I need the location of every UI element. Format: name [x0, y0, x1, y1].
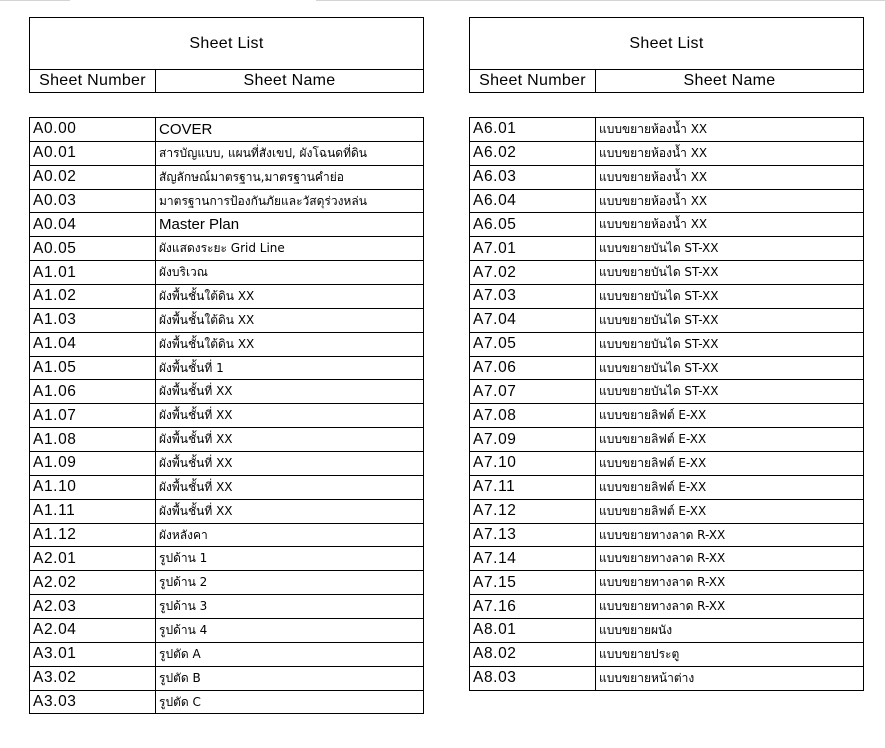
sheet-name-cell[interactable]: แบบขยายทางลาด R-XX — [596, 571, 864, 595]
sheet-number-cell[interactable]: A3.03 — [30, 690, 156, 714]
sheet-row[interactable] — [30, 642, 424, 666]
sheet-name-cell[interactable]: แบบขยายลิฟต์ E-XX — [596, 428, 864, 452]
sheet-number-cell[interactable]: A8.03 — [470, 666, 596, 690]
sheet-name-cell[interactable]: ผังพื้นชั้นใต้ดิน XX — [156, 332, 424, 356]
sheet-list-right — [469, 17, 863, 691]
sheet-name-cell[interactable]: รูปตัด B — [156, 666, 424, 690]
sheet-number-cell[interactable]: A6.02 — [470, 141, 596, 165]
sheet-number-cell[interactable]: A2.02 — [30, 571, 156, 595]
sheet-name-cell[interactable]: สารบัญแบบ, แผนที่สังเขป, ผังโฉนดที่ดิน — [156, 141, 424, 165]
sheet-name-cell[interactable]: ผังพื้นชั้นที่ XX — [156, 452, 424, 476]
sheet-row[interactable] — [470, 285, 864, 309]
sheet-list-body-table — [29, 117, 424, 714]
column-header-sheet-number[interactable]: Sheet Number — [30, 70, 156, 93]
sheet-name-cell[interactable]: ผังพื้นชั้นที่ 1 — [156, 356, 424, 380]
sheet-name-cell[interactable]: แบบขยายบันได ST-XX — [596, 261, 864, 285]
column-header-sheet-number[interactable]: Sheet Number — [470, 70, 596, 93]
sheet-row[interactable] — [470, 666, 864, 690]
sheet-name-cell[interactable]: แบบขยายห้องน้ำ XX — [596, 141, 864, 165]
column-header-sheet-name[interactable]: Sheet Name — [596, 70, 864, 93]
sheet-name-cell[interactable]: ผังพื้นชั้นที่ XX — [156, 499, 424, 523]
sheet-row[interactable] — [30, 285, 424, 309]
sheet-number-cell[interactable]: A2.01 — [30, 547, 156, 571]
sheet-number-cell[interactable]: A2.04 — [30, 619, 156, 643]
sheet-row[interactable] — [470, 547, 864, 571]
sheet-row[interactable] — [30, 356, 424, 380]
sheet-name-cell[interactable]: แบบขยายทางลาด R-XX — [596, 547, 864, 571]
sheet-number-cell[interactable]: A1.01 — [30, 261, 156, 285]
sheet-name-cell[interactable]: Master Plan — [156, 213, 424, 237]
sheet-row[interactable] — [470, 356, 864, 380]
sheet-number-cell[interactable]: A7.07 — [470, 380, 596, 404]
sheet-number-cell[interactable]: A7.15 — [470, 571, 596, 595]
sheet-number-cell[interactable]: A7.02 — [470, 261, 596, 285]
sheet-row[interactable] — [30, 499, 424, 523]
sheet-number-cell[interactable]: A1.12 — [30, 523, 156, 547]
sheet-name-cell[interactable]: แบบขยายลิฟต์ E-XX — [596, 404, 864, 428]
sheet-row[interactable] — [30, 428, 424, 452]
sheet-row[interactable] — [30, 237, 424, 261]
sheet-row[interactable] — [470, 380, 864, 404]
sheet-row[interactable] — [470, 452, 864, 476]
sheet-row[interactable] — [470, 595, 864, 619]
sheet-row[interactable] — [30, 452, 424, 476]
sheet-name-cell[interactable]: แบบขยายห้องน้ำ XX — [596, 189, 864, 213]
sheet-row[interactable] — [30, 619, 424, 643]
sheet-row[interactable] — [30, 475, 424, 499]
sheet-number-cell[interactable]: A0.03 — [30, 189, 156, 213]
sheet-number-cell[interactable]: A8.01 — [470, 619, 596, 643]
sheet-number-cell[interactable]: A1.08 — [30, 428, 156, 452]
sheet-name-cell[interactable]: แบบขยายบันได ST-XX — [596, 332, 864, 356]
sheet-number-cell[interactable]: A3.01 — [30, 642, 156, 666]
sheet-name-cell[interactable]: แบบขยายบันได ST-XX — [596, 356, 864, 380]
sheet-number-cell[interactable]: A1.03 — [30, 308, 156, 332]
sheet-name-cell[interactable]: แบบขยายลิฟต์ E-XX — [596, 475, 864, 499]
sheet-name-cell[interactable]: รูปด้าน 2 — [156, 571, 424, 595]
sheet-number-cell[interactable]: A1.11 — [30, 499, 156, 523]
sheet-row[interactable] — [30, 690, 424, 714]
sheet-number-cell[interactable]: A7.16 — [470, 595, 596, 619]
sheet-row[interactable] — [470, 404, 864, 428]
sheet-number-cell[interactable]: A6.01 — [470, 118, 596, 142]
sheet-name-cell[interactable]: รูปด้าน 3 — [156, 595, 424, 619]
sheet-list-rows — [470, 118, 864, 691]
sheet-row[interactable] — [470, 332, 864, 356]
sheet-number-cell[interactable]: A0.00 — [30, 118, 156, 142]
sheet-name-cell[interactable]: แบบขยายทางลาด R-XX — [596, 523, 864, 547]
sheet-row[interactable] — [470, 189, 864, 213]
sheet-name-cell[interactable]: ผังพื้นชั้นใต้ดิน XX — [156, 308, 424, 332]
sheet-list-title: Sheet List — [470, 18, 864, 70]
sheet-number-cell[interactable]: A1.09 — [30, 452, 156, 476]
sheet-row[interactable] — [470, 475, 864, 499]
sheet-name-cell[interactable]: แบบขยายหน้าต่าง — [596, 666, 864, 690]
sheet-number-cell[interactable]: A7.11 — [470, 475, 596, 499]
column-header-sheet-name[interactable]: Sheet Name — [156, 70, 424, 93]
sheet-name-cell[interactable]: แบบขยายผนัง — [596, 619, 864, 643]
sheet-row[interactable] — [30, 308, 424, 332]
sheet-number-cell[interactable]: A1.04 — [30, 332, 156, 356]
sheet-name-cell[interactable]: ผังพื้นชั้นที่ XX — [156, 475, 424, 499]
sheet-name-cell[interactable]: สัญลักษณ์มาตรฐาน,มาตรฐานคำย่อ — [156, 165, 424, 189]
sheet-number-cell[interactable]: A7.08 — [470, 404, 596, 428]
sheet-number-cell[interactable]: A1.05 — [30, 356, 156, 380]
sheet-name-cell[interactable]: ผังพื้นชั้นที่ XX — [156, 404, 424, 428]
sheet-number-cell[interactable]: A7.01 — [470, 237, 596, 261]
sheet-number-cell[interactable]: A0.01 — [30, 141, 156, 165]
sheet-row[interactable] — [30, 523, 424, 547]
sheet-row[interactable] — [30, 571, 424, 595]
sheet-row[interactable] — [30, 165, 424, 189]
sheet-number-cell[interactable]: A7.06 — [470, 356, 596, 380]
sheet-row[interactable] — [470, 619, 864, 643]
sheet-row[interactable] — [30, 118, 424, 142]
sheet-row[interactable] — [470, 428, 864, 452]
sheet-name-cell[interactable]: ผังพื้นชั้นที่ XX — [156, 428, 424, 452]
sheet-number-cell[interactable]: A7.13 — [470, 523, 596, 547]
sheet-number-cell[interactable]: A7.10 — [470, 452, 596, 476]
sheet-number-cell[interactable]: A1.06 — [30, 380, 156, 404]
sheet-number-cell[interactable]: A3.02 — [30, 666, 156, 690]
sheet-name-cell[interactable]: แบบขยายบันได ST-XX — [596, 308, 864, 332]
sheet-number-cell[interactable]: A6.03 — [470, 165, 596, 189]
sheet-row[interactable] — [470, 118, 864, 142]
sheet-row[interactable] — [30, 404, 424, 428]
sheet-name-cell[interactable]: แบบขยายห้องน้ำ XX — [596, 165, 864, 189]
sheet-row[interactable] — [30, 332, 424, 356]
sheet-row[interactable] — [470, 308, 864, 332]
sheet-number-cell[interactable]: A0.05 — [30, 237, 156, 261]
sheet-row[interactable] — [30, 189, 424, 213]
sheet-name-cell[interactable]: มาตรฐานการป้องกันภัยและวัสดุร่วงหล่น — [156, 189, 424, 213]
sheet-number-cell[interactable]: A8.02 — [470, 642, 596, 666]
sheet-number-cell[interactable]: A7.14 — [470, 547, 596, 571]
sheet-list-rows — [30, 118, 424, 714]
sheet-row[interactable] — [30, 380, 424, 404]
sheet-name-cell[interactable]: ผังแสดงระยะ Grid Line — [156, 237, 424, 261]
sheet-name-cell[interactable]: แบบขยายลิฟต์ E-XX — [596, 499, 864, 523]
sheet-number-cell[interactable]: A7.04 — [470, 308, 596, 332]
sheet-number-cell[interactable]: A2.03 — [30, 595, 156, 619]
sheet-row[interactable] — [470, 523, 864, 547]
sheet-row[interactable] — [470, 141, 864, 165]
sheet-name-cell[interactable]: ผังหลังคา — [156, 523, 424, 547]
sheet-number-cell[interactable]: A6.04 — [470, 189, 596, 213]
sheet-row[interactable] — [30, 595, 424, 619]
sheet-name-cell[interactable]: ผังพื้นชั้นที่ XX — [156, 380, 424, 404]
sheet-row[interactable] — [470, 165, 864, 189]
sheet-name-cell[interactable]: รูปด้าน 1 — [156, 547, 424, 571]
sheet-name-cell[interactable]: แบบขยายห้องน้ำ XX — [596, 118, 864, 142]
sheet-list-body-table — [469, 117, 864, 691]
sheet-name-cell[interactable]: แบบขยายบันได ST-XX — [596, 380, 864, 404]
sheet-name-cell[interactable]: แบบขยายประตู — [596, 642, 864, 666]
sheet-number-cell[interactable]: A0.02 — [30, 165, 156, 189]
sheet-number-cell[interactable]: A6.05 — [470, 213, 596, 237]
sheet-name-cell[interactable]: รูปด้าน 4 — [156, 619, 424, 643]
sheet-row[interactable] — [30, 666, 424, 690]
sheet-row[interactable] — [470, 499, 864, 523]
top-divider — [0, 0, 70, 1]
sheet-name-cell[interactable]: แบบขยายบันได ST-XX — [596, 237, 864, 261]
sheet-name-cell[interactable]: แบบขยายบันได ST-XX — [596, 285, 864, 309]
sheet-number-cell[interactable]: A1.07 — [30, 404, 156, 428]
sheet-number-cell[interactable]: A1.10 — [30, 475, 156, 499]
top-divider — [316, 0, 885, 1]
sheet-list-left — [29, 17, 423, 714]
sheet-row[interactable] — [470, 213, 864, 237]
sheet-name-cell[interactable]: ผังบริเวณ — [156, 261, 424, 285]
sheet-list-title: Sheet List — [30, 18, 424, 70]
sheet-name-cell[interactable]: ผังพื้นชั้นใต้ดิน XX — [156, 285, 424, 309]
sheet-name-cell[interactable]: แบบขยายทางลาด R-XX — [596, 595, 864, 619]
sheet-name-cell[interactable]: รูปตัด C — [156, 690, 424, 714]
sheet-name-cell[interactable]: รูปตัด A — [156, 642, 424, 666]
sheet-row[interactable] — [30, 261, 424, 285]
sheet-name-cell[interactable]: แบบขยายลิฟต์ E-XX — [596, 452, 864, 476]
sheet-number-cell[interactable]: A7.03 — [470, 285, 596, 309]
sheet-row[interactable] — [470, 237, 864, 261]
sheet-number-cell[interactable]: A0.04 — [30, 213, 156, 237]
sheet-number-cell[interactable]: A1.02 — [30, 285, 156, 309]
sheet-name-cell[interactable]: COVER — [156, 118, 424, 142]
sheet-list-header-table — [469, 17, 864, 93]
sheet-number-cell[interactable]: A7.09 — [470, 428, 596, 452]
sheet-row[interactable] — [30, 547, 424, 571]
sheet-number-cell[interactable]: A7.05 — [470, 332, 596, 356]
sheet-row[interactable] — [470, 642, 864, 666]
sheet-row[interactable] — [470, 571, 864, 595]
sheet-row[interactable] — [30, 141, 424, 165]
sheet-name-cell[interactable]: แบบขยายห้องน้ำ XX — [596, 213, 864, 237]
sheet-list-header-table — [29, 17, 424, 93]
sheet-row[interactable] — [30, 213, 424, 237]
sheet-number-cell[interactable]: A7.12 — [470, 499, 596, 523]
sheet-row[interactable] — [470, 261, 864, 285]
